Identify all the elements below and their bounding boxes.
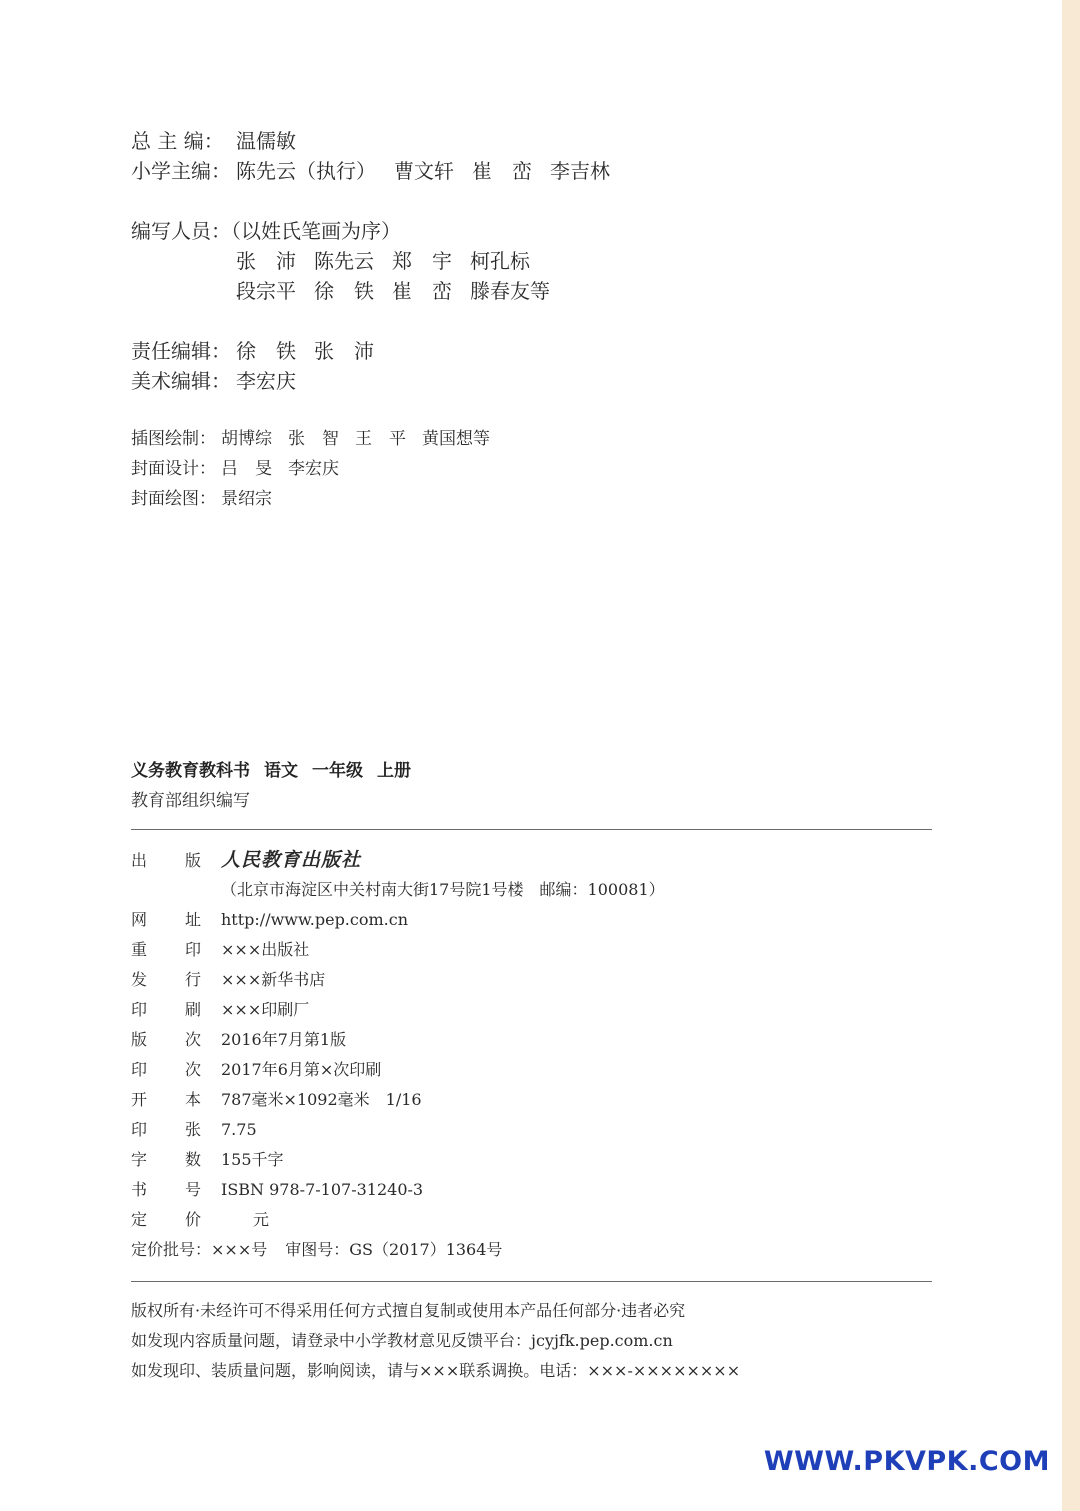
pub-key: 出 bbox=[131, 851, 148, 870]
pub-key: 号 bbox=[185, 1180, 202, 1199]
pub-value: ISBN 978-7-107-31240-3 bbox=[221, 1180, 424, 1199]
illustration-row bbox=[131, 424, 610, 454]
pub-row bbox=[131, 1115, 665, 1145]
pub-key: 址 bbox=[185, 910, 202, 929]
cover-drawing-label: 封面绘图： bbox=[131, 489, 216, 509]
art-editor-label: 美术编辑： bbox=[131, 369, 231, 393]
writers-label: 编写人员：（以姓氏笔画为序） bbox=[131, 219, 401, 243]
pub-value: 787毫米×1092毫米 1/16 bbox=[221, 1090, 422, 1109]
writer-name: 滕春友等 bbox=[470, 279, 550, 303]
approval-row bbox=[131, 1235, 665, 1265]
pub-value: 155千字 bbox=[221, 1150, 284, 1169]
illustration-label: 插图绘制： bbox=[131, 429, 216, 449]
book-info bbox=[131, 756, 425, 816]
map-approval: 审图号：GS（2017）1364号 bbox=[285, 1240, 503, 1259]
chief-editor-name: 温儒敏 bbox=[236, 129, 296, 153]
art-editor-name: 李宏庆 bbox=[236, 369, 296, 393]
writers-line bbox=[131, 246, 610, 276]
pub-value: 2017年6月第×次印刷 bbox=[221, 1060, 382, 1079]
writer-name: 张 沛 bbox=[236, 249, 296, 273]
primary-editor-name: 李吉林 bbox=[550, 159, 610, 183]
cover-design-label: 封面设计： bbox=[131, 459, 216, 479]
pub-row bbox=[131, 1085, 665, 1115]
publisher-logo: 人民教育出版社 bbox=[221, 849, 362, 871]
pub-key: 书 bbox=[131, 1180, 148, 1199]
watermark: WWW.PKVPK.COM bbox=[763, 1446, 1050, 1477]
copyright-notice: 版权所有·未经许可不得采用任何方式擅自复制或使用本产品任何部分·违者必究 bbox=[131, 1301, 686, 1320]
pub-key: 版 bbox=[185, 851, 202, 870]
book-compiler: 教育部组织编写 bbox=[131, 791, 250, 811]
primary-editor-name: 曹文轩 bbox=[394, 159, 454, 183]
pub-row bbox=[131, 935, 665, 965]
chief-editor-row bbox=[131, 126, 610, 156]
pub-key: 数 bbox=[185, 1150, 202, 1169]
book-title-subject: 语文 bbox=[264, 761, 298, 781]
publication-info bbox=[131, 845, 665, 1265]
primary-editor-label: 小学主编： bbox=[131, 159, 231, 183]
pub-value: ×××出版社 bbox=[221, 940, 310, 959]
footer-notices bbox=[131, 1296, 740, 1386]
pub-key: 印 bbox=[131, 1000, 148, 1019]
pub-key: 定 bbox=[131, 1210, 148, 1229]
design-credits-block bbox=[131, 424, 610, 514]
cover-design-row bbox=[131, 454, 610, 484]
illustration-name: 黄国想等 bbox=[422, 429, 490, 449]
writer-name: 柯孔标 bbox=[470, 249, 530, 273]
book-title-grade: 一年级 bbox=[312, 761, 363, 781]
writer-name: 郑 宇 bbox=[392, 249, 452, 273]
illustration-name: 胡博综 bbox=[221, 429, 272, 449]
pub-key: 价 bbox=[185, 1210, 202, 1229]
responsible-editor-label: 责任编辑： bbox=[131, 339, 231, 363]
pub-value: ×××印刷厂 bbox=[221, 1000, 310, 1019]
writer-name: 陈先云 bbox=[314, 249, 374, 273]
book-title-series: 义务教育教科书 bbox=[131, 761, 250, 781]
pub-value: 元 bbox=[221, 1210, 270, 1229]
credits-block bbox=[131, 126, 610, 514]
art-editor-row bbox=[131, 366, 610, 396]
responsible-editor-name: 张 沛 bbox=[314, 339, 374, 363]
cover-drawing-name: 景绍宗 bbox=[221, 489, 272, 509]
book-title-volume: 上册 bbox=[377, 761, 411, 781]
pub-value: http://www.pep.com.cn bbox=[221, 910, 409, 929]
pub-key: 发 bbox=[131, 970, 148, 989]
pub-key: 本 bbox=[185, 1090, 202, 1109]
pub-key: 开 bbox=[131, 1090, 148, 1109]
pub-row bbox=[131, 965, 665, 995]
primary-editor-row bbox=[131, 156, 610, 186]
writers-block bbox=[131, 216, 610, 306]
chief-editor-label: 总 主 编： bbox=[131, 129, 224, 153]
divider-bottom bbox=[131, 1281, 932, 1282]
writer-name: 崔 峦 bbox=[392, 279, 452, 303]
responsible-editor-name: 徐 铁 bbox=[236, 339, 296, 363]
writer-name: 段宗平 bbox=[236, 279, 296, 303]
cover-design-name: 李宏庆 bbox=[288, 459, 339, 479]
pub-key: 字 bbox=[131, 1150, 148, 1169]
pub-value: 2016年7月第1版 bbox=[221, 1030, 347, 1049]
cover-drawing-row bbox=[131, 484, 610, 514]
pub-key: 印 bbox=[131, 1060, 148, 1079]
print-feedback-notice: 如发现印、装质量问题，影响阅读，请与×××联系调换。电话：×××-×××××××× bbox=[131, 1361, 741, 1380]
pub-key: 印 bbox=[131, 1120, 148, 1139]
book-title bbox=[131, 756, 425, 786]
publisher-row bbox=[131, 845, 665, 875]
pub-row bbox=[131, 1175, 665, 1205]
responsible-editor-row bbox=[131, 336, 610, 366]
divider-top bbox=[131, 829, 932, 830]
pub-value: ×××新华书店 bbox=[221, 970, 326, 989]
pub-row bbox=[131, 1145, 665, 1175]
pub-key: 刷 bbox=[185, 1000, 202, 1019]
pub-value: 7.75 bbox=[221, 1120, 257, 1139]
right-edge-strip bbox=[1062, 0, 1080, 1511]
cover-design-name: 吕 旻 bbox=[221, 459, 272, 479]
content-feedback-notice: 如发现内容质量问题，请登录中小学教材意见反馈平台：jcyjfk.pep.com.cn bbox=[131, 1331, 673, 1350]
pub-key: 次 bbox=[185, 1060, 202, 1079]
writer-name: 徐 铁 bbox=[314, 279, 374, 303]
price-approval: 定价批号：×××号 bbox=[131, 1240, 268, 1259]
writers-line bbox=[131, 276, 610, 306]
pub-row bbox=[131, 995, 665, 1025]
publisher-address: （北京市海淀区中关村南大街17号院1号楼 邮编：100081） bbox=[221, 880, 665, 899]
pub-row bbox=[131, 1025, 665, 1055]
illustration-name: 张 智 bbox=[288, 429, 339, 449]
pub-key: 张 bbox=[185, 1120, 202, 1139]
primary-editor-name: 崔 峦 bbox=[472, 159, 532, 183]
primary-editor-name: 陈先云（执行） bbox=[236, 159, 376, 183]
pub-key: 网 bbox=[131, 910, 148, 929]
editors-block bbox=[131, 336, 610, 396]
pub-key: 行 bbox=[185, 970, 202, 989]
pub-row bbox=[131, 1205, 665, 1235]
pub-key: 印 bbox=[185, 940, 202, 959]
pub-row bbox=[131, 1055, 665, 1085]
pub-key: 版 bbox=[131, 1030, 148, 1049]
pub-row bbox=[131, 905, 665, 935]
illustration-name: 王 平 bbox=[355, 429, 406, 449]
pub-key: 次 bbox=[185, 1030, 202, 1049]
pub-key: 重 bbox=[131, 940, 148, 959]
